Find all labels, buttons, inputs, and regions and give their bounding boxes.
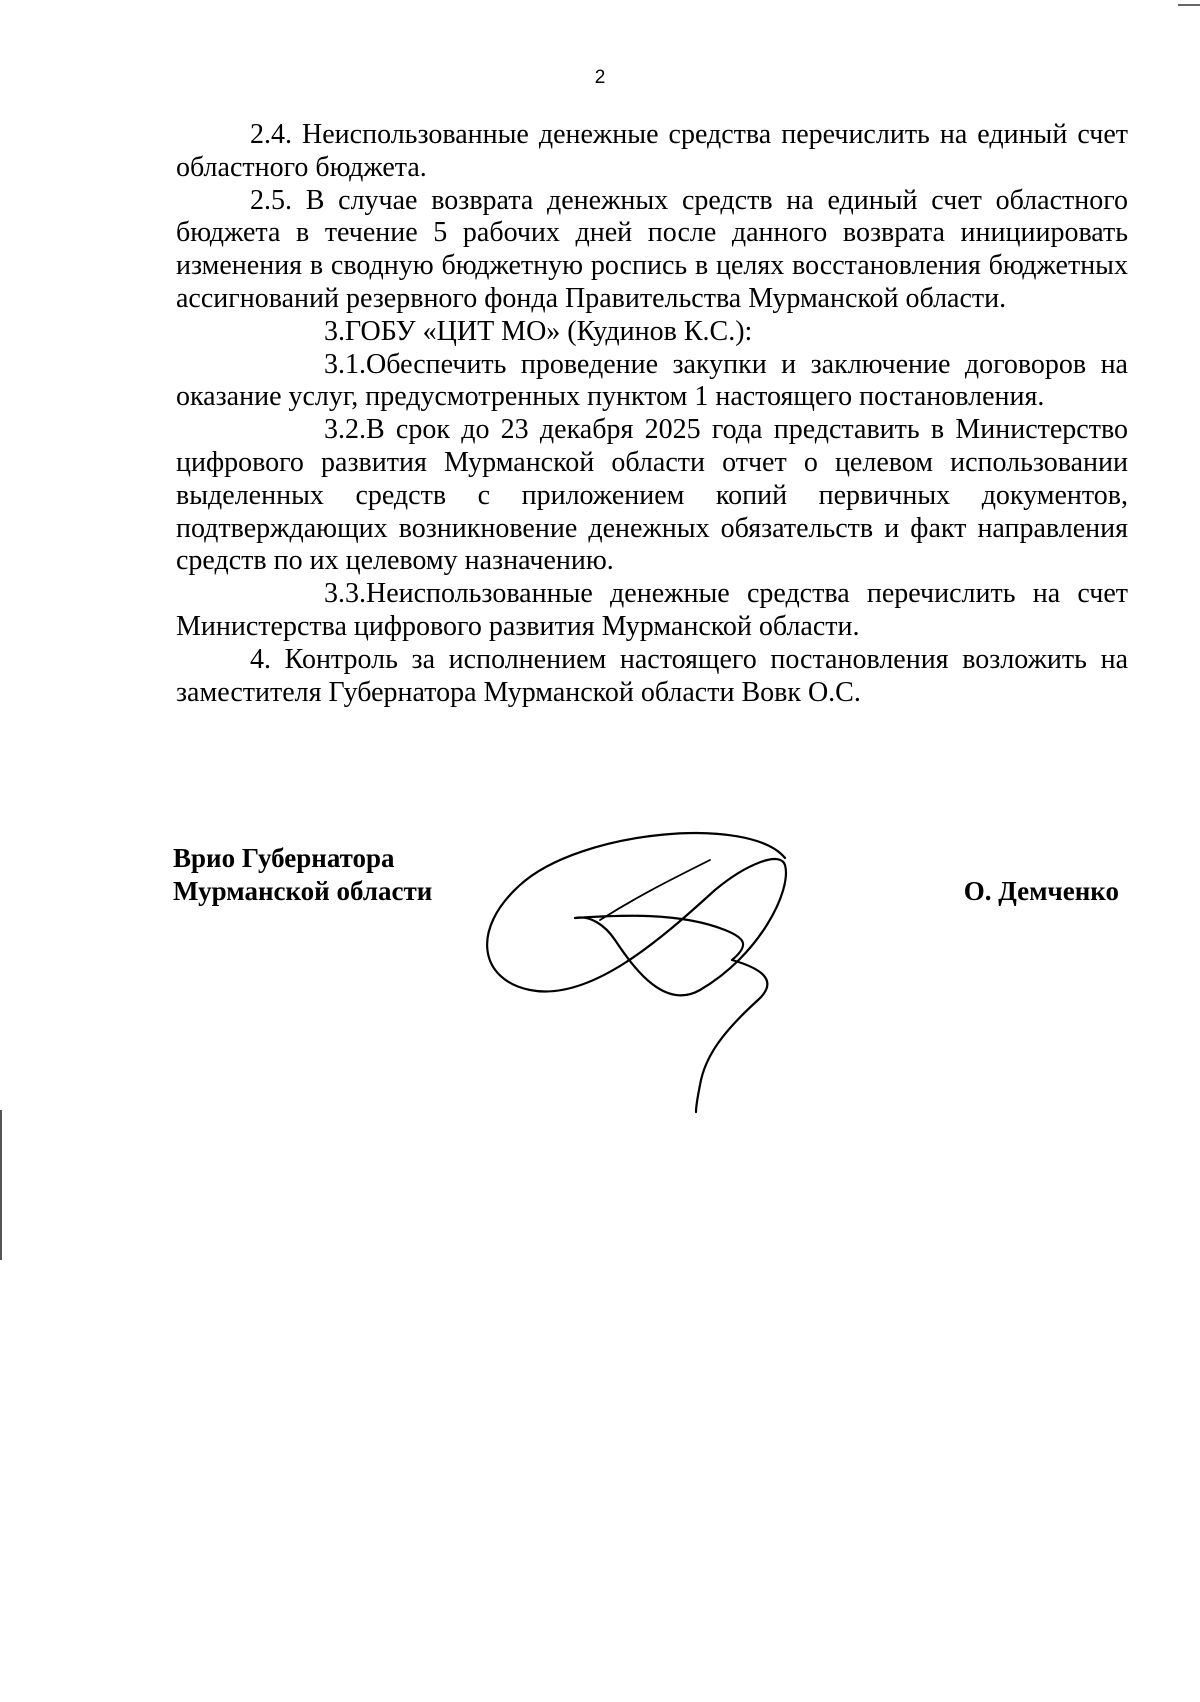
- handwritten-signature: [470, 820, 850, 1120]
- paragraph-number: 3.3.: [324, 578, 366, 610]
- paragraph-text: ГОБУ «ЦИТ МО» (Кудинов К.С.):: [345, 315, 753, 347]
- paragraph-number: 3.2.: [324, 414, 366, 446]
- paragraph-3-3: [176, 578, 1128, 644]
- signer-position-line2: Мурманской области: [173, 876, 433, 906]
- paragraph-4: 4. Контроль за исполнением настоящего постановления возложить на заместителя Губернатора Мурманской области Вовк О.С.: [176, 643, 1128, 708]
- paragraph-number: 3.: [324, 315, 345, 347]
- paragraph-text: Обеспечить проведение закупки и заключение договоров на оказание услуг, предусмотренных пунктом 1 настоящего постановления.: [176, 348, 1128, 413]
- paragraph-2-4: 2.4. Неиспользованные денежные средства перечислить на единый счет областного бюджета.: [176, 119, 1128, 183]
- signer-position: [173, 842, 432, 908]
- signer-name: О. Демченко: [963, 876, 1119, 906]
- paragraph-3: [176, 316, 1128, 349]
- paragraph-text: Неиспользованные денежные средства перечислить на счет Министерства цифрового развития Мурманской области.: [176, 578, 1128, 642]
- signer-position-line1: Врио Губернатора: [173, 843, 395, 873]
- paragraph-2-5: 2.5. В случае возврата денежных средств на единый счет областного бюджета в течение 5 рабочих дней после данного возврата инициировать изменения в сводную бюджетную роспись в целях восстановления бюджетных ассигнований резервного фонда Правительства Мурманской области.: [176, 184, 1128, 314]
- paragraph-3-1: [176, 349, 1128, 415]
- paragraph-3-2: [176, 414, 1128, 578]
- page-number: 2: [594, 67, 606, 88]
- paragraph-number: 3.1.: [324, 348, 366, 380]
- document-body: [176, 119, 1128, 709]
- scan-artifact-left: [0, 1110, 2, 1260]
- paragraph-text: В срок до 23 декабря 2025 года представить в Министерство цифрового развития Мурманской области отчет о целевом использовании выделенных средств с приложением копий первичных документов, подтверждающих возникновение денежных обязательств и факт направления средств по их целевому назначению.: [176, 414, 1128, 577]
- scan-artifact-top: [1178, 4, 1200, 6]
